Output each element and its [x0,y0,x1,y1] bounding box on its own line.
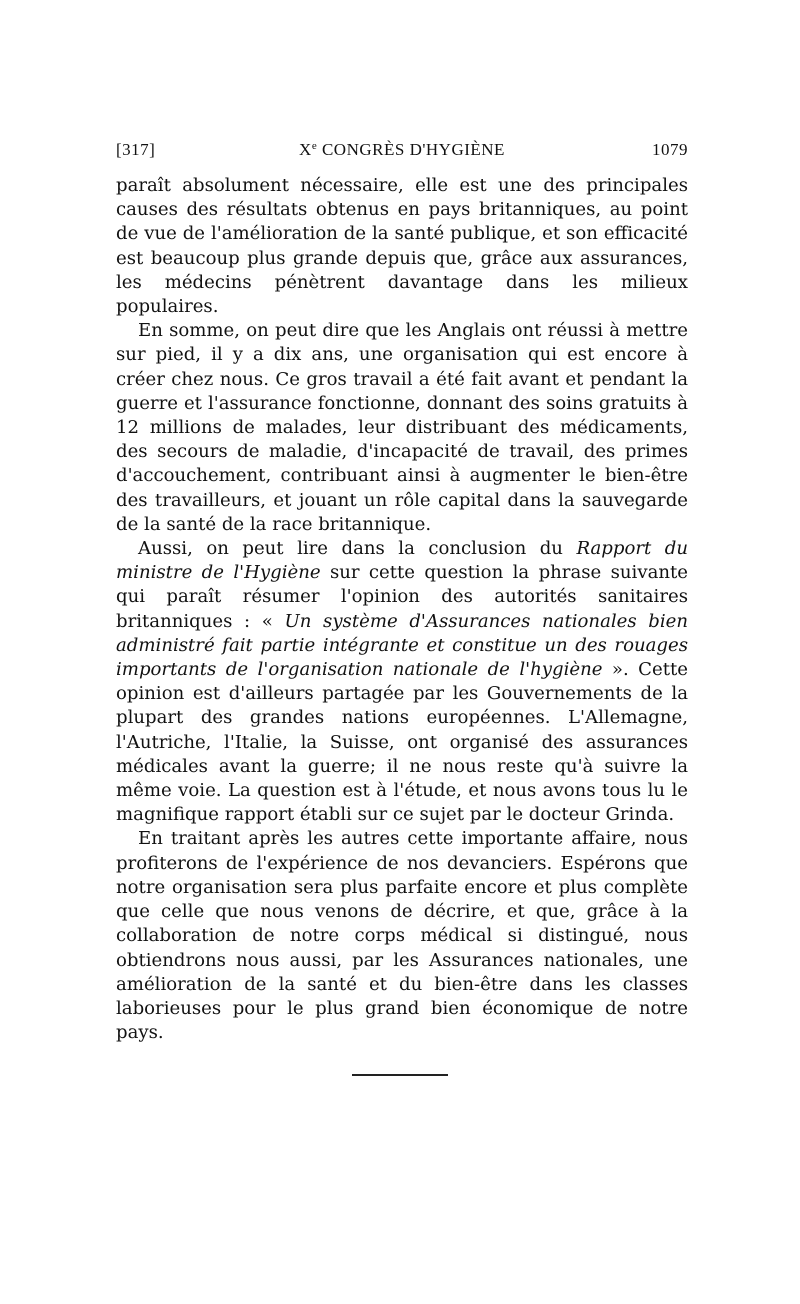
paragraph-continuation: paraît absolument nécessaire, elle est une des principales causes des résultats obtenus en pays britanniques, au point de vue de l'amélioration de la santé publique, et son efficacité est beaucoup plus grande depuis que, grâce aux assurances, les médecins pénètrent davantage dans les milieux populaires. [116,175,688,318]
running-title-prefix: X [299,140,312,159]
end-rule [352,1074,448,1076]
paragraph-text: ». Cette opinion est d'ailleurs partagée par les Gouvernements de la plupart des grandes nations européennes. L'Allemagne, l'Autriche, l'Italie, la Suisse, ont organisé des assurances médicales avant la guerre; il ne nous reste qu'à suivre la même voie. La question est à l'étude, et nous avons tous lu le magnifique rapport établi sur ce sujet par le docteur Grinda. [116,659,688,826]
quotation: Un système d'Assurances nationales bien administré fait partie intégrante et constitue un des rouages importants de l'organisation nationale de l'hygiène [116,610,689,681]
page-reference: [317] [116,140,156,159]
paragraph: En somme, on peut dire que les Anglais ont réussi à mettre sur pied, il y a dix ans, une organisation qui est encore à créer chez nous. Ce gros travail a été fait avant et pendant la guerre et l'assurance fonctionne, donnant des soins gratuits à 12 millions de malades, leur distribuant des médicaments, des secours de maladie, d'incapacité de travail, des primes d'accouchement, contribuant ainsi à augmenter le bien-être des travailleurs, et jouant un rôle capital dans la sauvegarde de la santé de la race britannique. [116,320,688,535]
paragraph-with-quotation [116,537,688,827]
running-head [116,140,688,166]
running-title-rest: CONGRÈS D'HYGIÈNE [317,140,505,159]
report-title: Rapport du ministre de l'Hygiène [116,538,689,584]
paragraph-text: sur cette question la phrase suivante qui paraît résumer l'opinion des autorités sanitaires britanniques : « [116,562,688,632]
page-number: 1079 [652,140,688,159]
paragraph-text: Aussi, on peut lire dans la conclusion du [138,538,577,560]
body-text [116,174,688,1045]
running-title-superscript: e [311,140,318,152]
paragraph: En traitant après les autres cette importante affaire, nous profiterons de l'expérience de nos devanciers. Espérons que notre organisation sera plus parfaite encore et plus complète que celle que nous venons de décrire, et que, grâce à la collaboration de notre corps médical si distingué, nous obtiendrons nous aussi, par les Assurances nationales, une amélioration de la santé et du bien-être dans les classes laborieuses pour le plus grand bien économique de notre pays. [116,828,688,1044]
running-title [116,140,688,160]
